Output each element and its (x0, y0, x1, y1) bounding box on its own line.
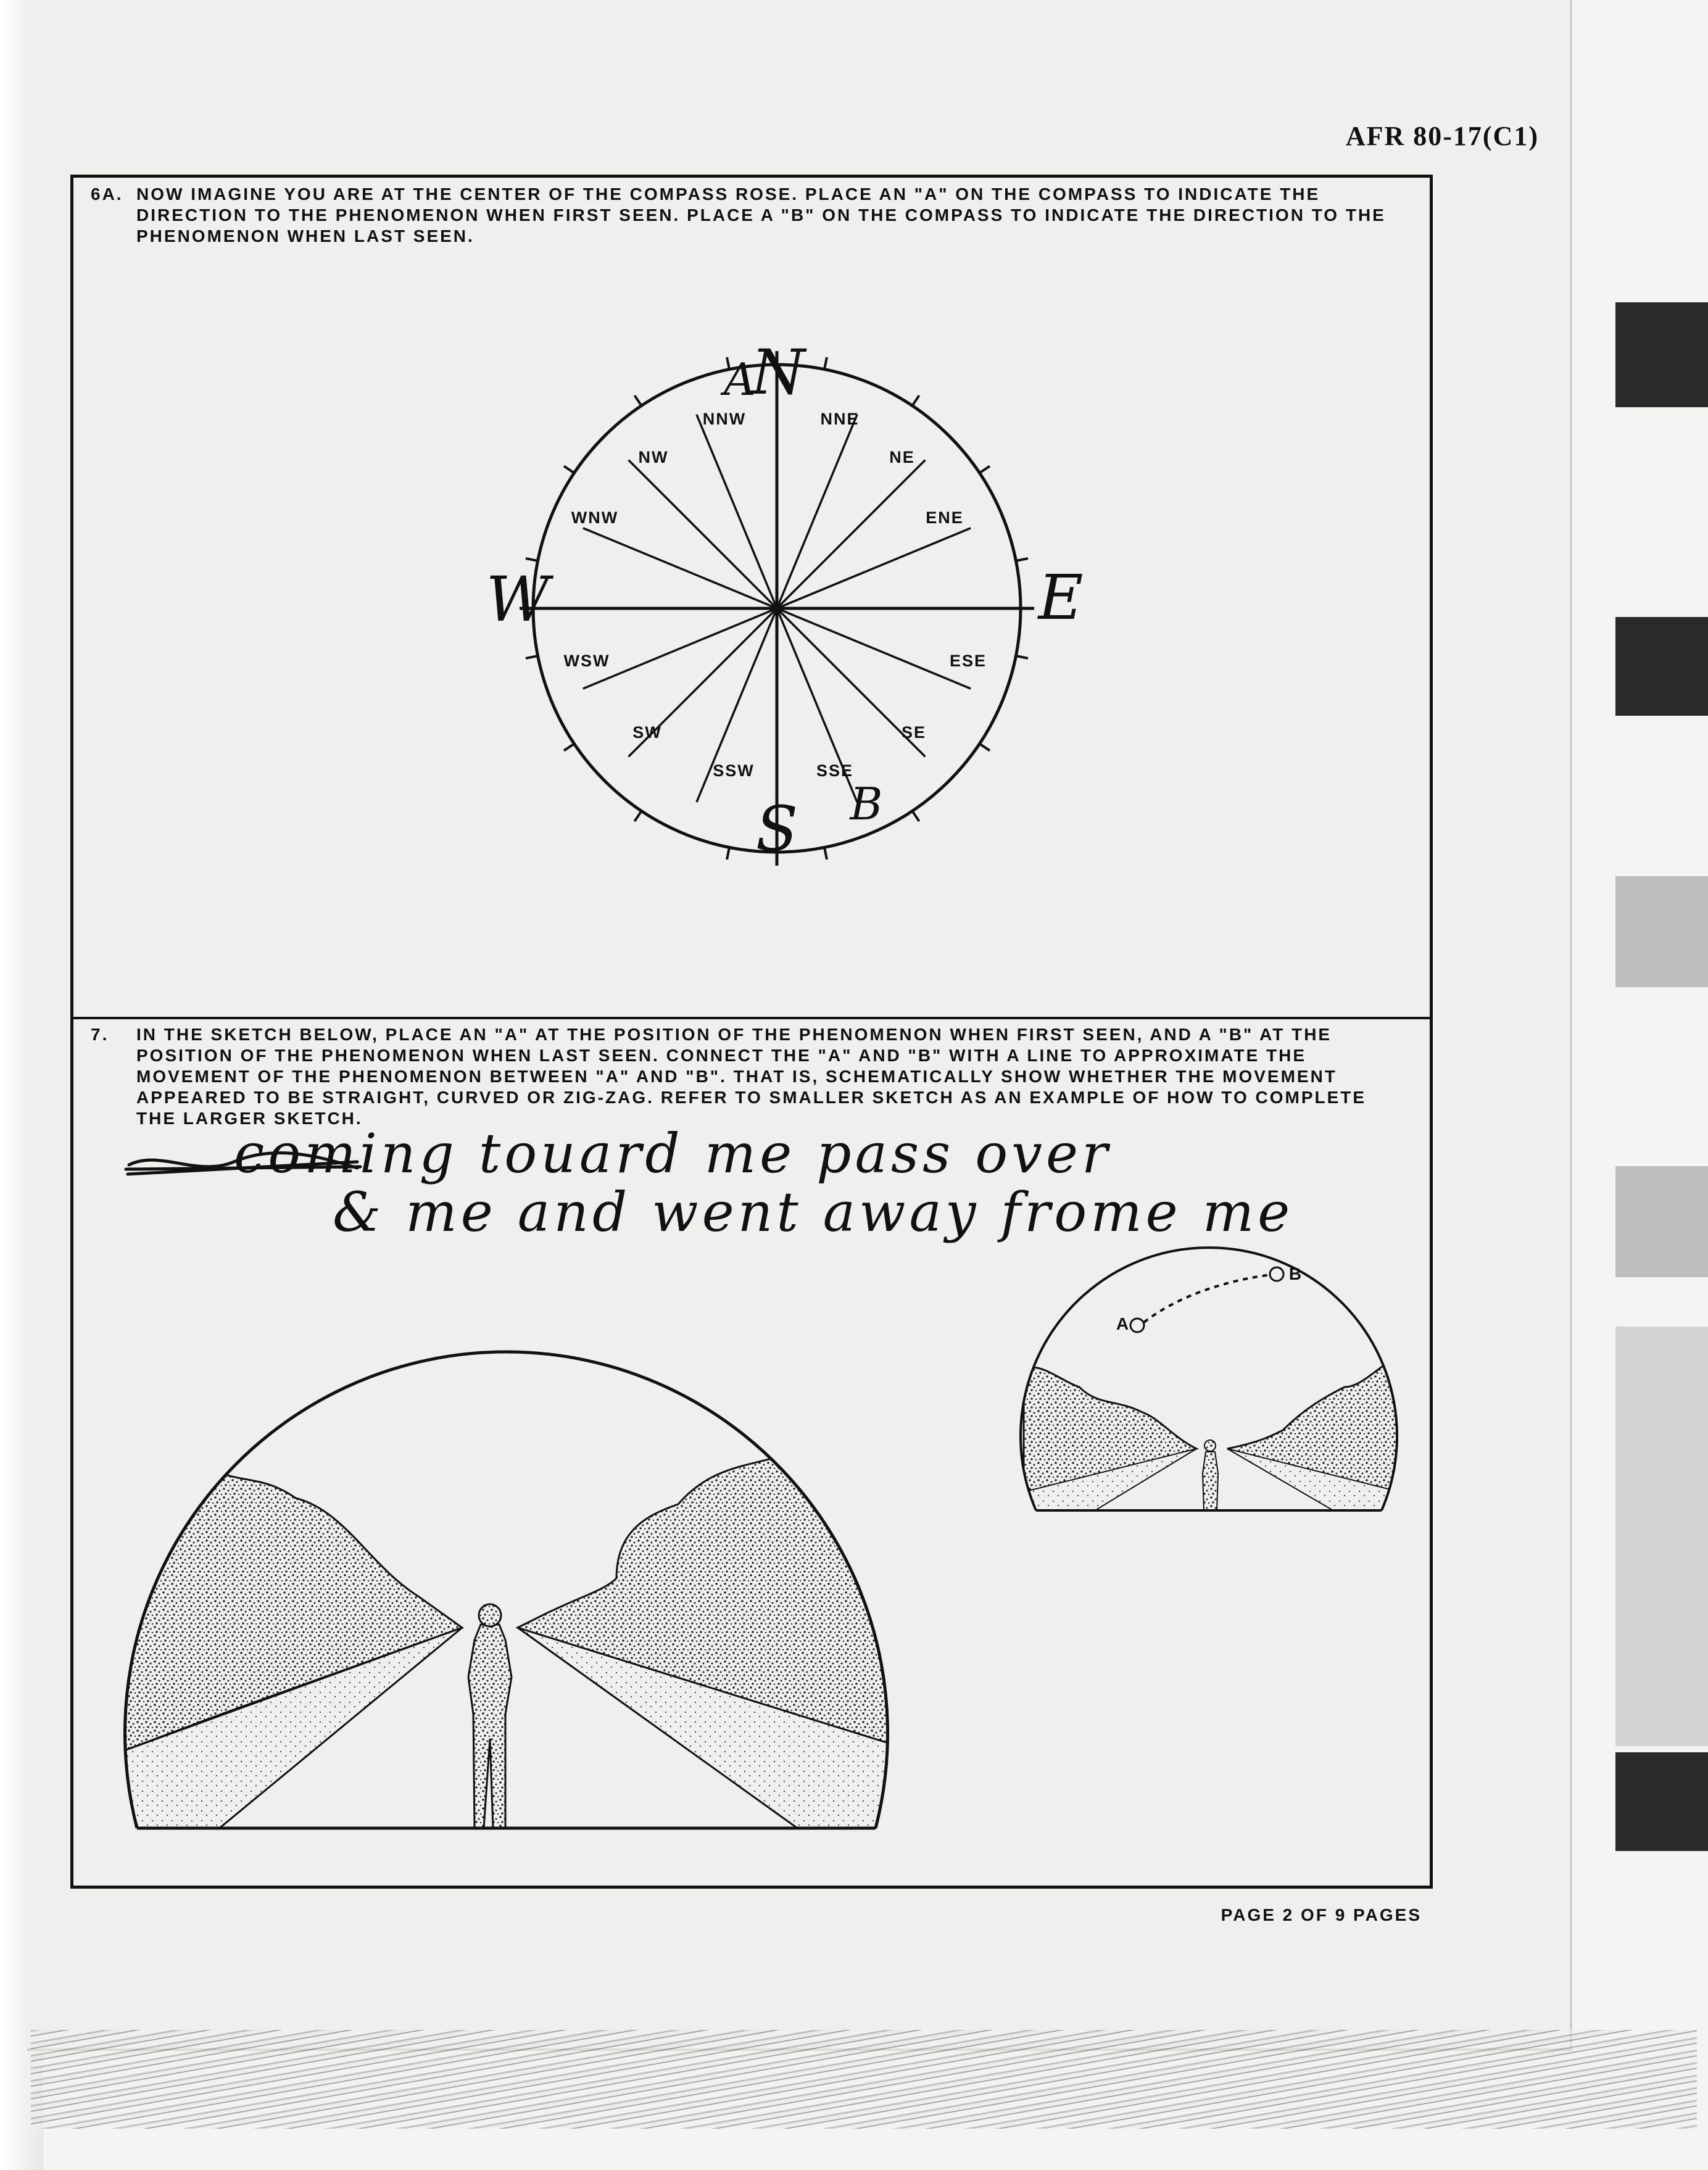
question-7-number: 7. (91, 1025, 109, 1044)
compass-label-nne: NNE (820, 410, 860, 428)
compass-label-nnw: NNW (702, 410, 747, 428)
question-6a-text: NOW IMAGINE YOU ARE AT THE CENTER OF THE COMPASS ROSE. PLACE AN "A" ON THE COMPASS TO INDICATE THE DIRECTION TO THE PHENOMENON WHEN FIRST SEEN. PLACE A "B" ON THE COMPASS TO INDICATE THE DIRECTION TO THE PHENOMENON WHEN LAST SEEN. (136, 184, 1386, 246)
handwritten-south: S (755, 793, 798, 865)
compass-label-wnw: WNW (571, 508, 619, 527)
compass-tick (979, 743, 990, 750)
question-6a-number: 6A. (91, 184, 123, 204)
compass-center (772, 603, 782, 613)
compass-label-wsw: WSW (563, 652, 610, 670)
question-7 (91, 1024, 1411, 1128)
compass-label-nw: NW (638, 448, 669, 466)
compass-label-ssw: SSW (713, 761, 755, 780)
compass-label-se: SE (901, 723, 927, 742)
compass-tick (824, 847, 827, 859)
handwritten-east: E (1038, 561, 1084, 634)
observer-figure (468, 1625, 512, 1828)
compass-tick (824, 357, 827, 370)
compass-spoke (777, 460, 925, 608)
compass-tick (912, 811, 919, 821)
compass-tick (526, 558, 538, 561)
form-page (27, 0, 1572, 2051)
handwritten-west: W (486, 563, 550, 636)
form-code: AFR 80-17(C1) (1345, 121, 1539, 151)
handwritten-north: N (751, 336, 805, 408)
index-tab (1615, 302, 1708, 407)
compass-label-ese: ESE (949, 652, 987, 670)
compass-tick (564, 743, 574, 750)
compass-label-ene: ENE (926, 508, 964, 527)
compass-label-ne: NE (889, 448, 915, 466)
compass-tick (727, 847, 729, 859)
compass-spoke (629, 460, 777, 608)
compass-tick (564, 466, 574, 473)
index-tab (1615, 1752, 1708, 1851)
compass-tick (912, 395, 919, 406)
index-tab (1615, 617, 1708, 716)
question-7-text: IN THE SKETCH BELOW, PLACE AN "A" AT THE POSITION OF THE PHENOMENON WHEN FIRST SEEN, AND A "B" AT THE POSITION OF THE PHENOMENON WHEN LAST SEEN. CONNECT THE "A" AND "B" WITH A LINE TO APPROXIMATE THE MOVEMENT OF THE PHENOMENON BETWEEN "A" AND "B". THAT IS, SCHEMATICALLY SHOW WHETHER THE MOVEMENT APPEARED TO BE STRAIGHT, CURVED OR ZIG-ZAG. REFER TO SMALLER SKETCH AS AN EXAMPLE OF HOW TO COMPLETE THE LARGER SKETCH. (136, 1025, 1367, 1128)
compass-label-sw: SW (632, 723, 662, 742)
handwritten-answer-line-1: coming touard me pass over (234, 1122, 1112, 1185)
example-sketch (1011, 1202, 1412, 1535)
compass-tick (1016, 558, 1028, 561)
compass-tick (634, 395, 641, 406)
index-tabs (1566, 0, 1708, 2170)
compass-tick (526, 656, 538, 658)
example-label-b: B (1288, 1264, 1302, 1283)
compass-rose[interactable] (475, 326, 1092, 906)
index-tab (1615, 876, 1708, 987)
section-divider (73, 1017, 1430, 1019)
large-sketch[interactable] (110, 1245, 913, 1862)
handwritten-answer-line-2: & me and went away frome me (333, 1180, 1294, 1244)
question-6a (91, 184, 1411, 247)
compass-drawing (520, 351, 1034, 866)
compass-label-sse: SSE (816, 761, 854, 780)
example-label-a: A (1116, 1314, 1129, 1333)
compass-tick (1016, 656, 1028, 658)
large-sketch-scene (123, 1387, 894, 1862)
compass-tick (634, 811, 641, 821)
handwritten-mark-b: B (850, 778, 883, 830)
index-tab (1615, 1166, 1708, 1277)
scan-noise (31, 2030, 1697, 2129)
form-box (70, 175, 1433, 1889)
index-tab (1615, 1327, 1708, 1746)
handwritten-mark-a: A (724, 354, 756, 405)
compass-tick (979, 466, 990, 473)
page-indicator: PAGE 2 OF 9 PAGES (1221, 1905, 1422, 1924)
